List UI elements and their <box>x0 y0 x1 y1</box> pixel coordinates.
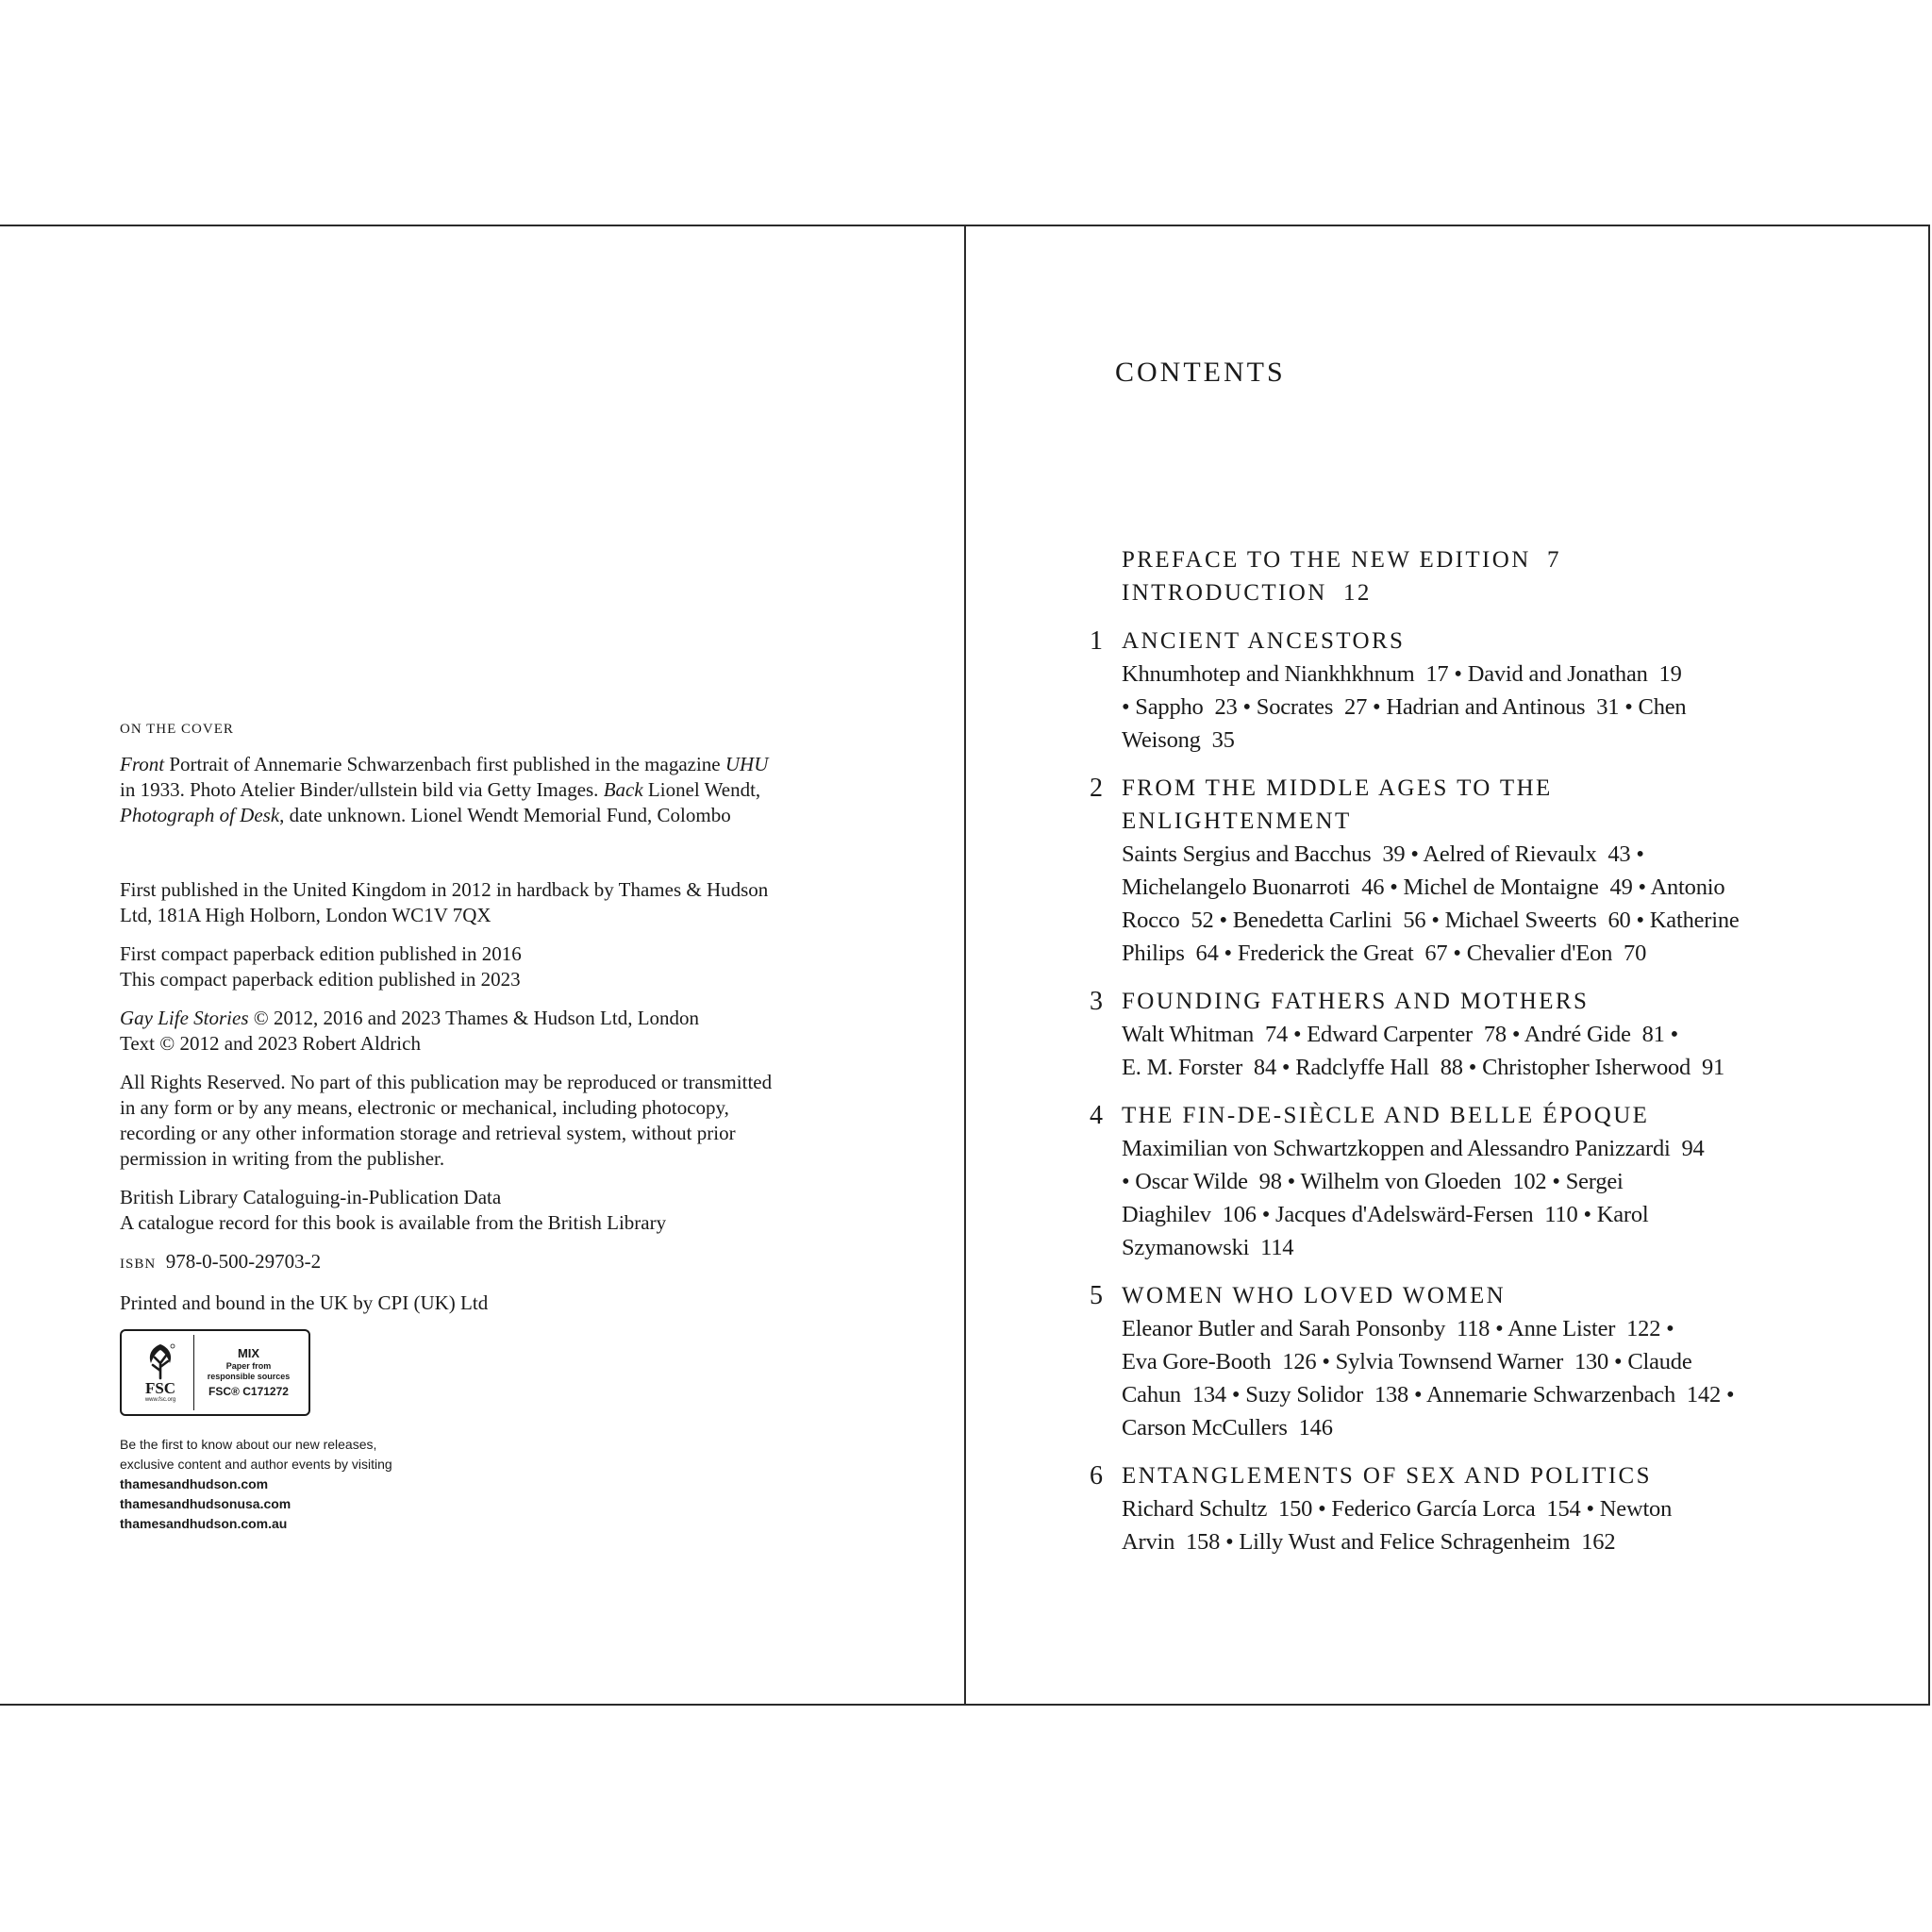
rights-statement: All Rights Reserved. No part of this publication may be reproduced or transmitted in any form or by any means, electronic or mechanical, including photocopy, recording or any other information storage and retrieval system, without prior permission in writing from the publisher. <box>120 1071 773 1170</box>
cover-credits <box>120 752 780 828</box>
entry-line: Walt Whitman 74 • Edward Carpenter 78 • André Gide 81 • <box>1122 1022 1679 1047</box>
cover-text-1: Portrait of Annemarie Schwarzenbach first published in the magazine <box>164 753 725 775</box>
imprint-page <box>120 717 780 1534</box>
entry-line: Cahun 134 • Suzy Solidor 138 • Annemarie Schwarzenbach 142 • <box>1122 1382 1735 1407</box>
fsc-paper-line-2: responsible sources <box>207 1372 291 1381</box>
chapter-number: 5 <box>1090 1281 1103 1310</box>
toc-chapter-5[interactable] <box>1090 1279 1825 1444</box>
chapter-entries <box>1122 658 1825 757</box>
fsc-code: FSC® C171272 <box>208 1385 289 1398</box>
entry-line: • Oscar Wilde 98 • Wilhelm von Gloeden 102 • Sergei <box>1122 1169 1624 1194</box>
cip-line-2: A catalogue record for this book is available from the British Library <box>120 1211 667 1234</box>
entry-line: Philips 64 • Frederick the Great 67 • Chevalier d'Eon 70 <box>1122 941 1647 966</box>
website-link-au[interactable]: thamesandhudson.com.au <box>120 1516 288 1531</box>
compact-edition-2: This compact paperback edition published in 2023 <box>120 968 521 991</box>
entry-line: Maximilian von Schwartzkoppen and Alessandro Panizzardi 94 <box>1122 1136 1705 1161</box>
promo-line-2: exclusive content and author events by visiting <box>120 1457 392 1472</box>
table-of-contents <box>1090 543 1825 1574</box>
entry-line: Szymanowski 114 <box>1122 1235 1294 1260</box>
fsc-paper-line-1: Paper from <box>225 1361 272 1371</box>
fsc-tree-icon <box>143 1342 177 1380</box>
entry-line: Eva Gore-Booth 126 • Sylvia Townsend Warner 130 • Claude <box>1122 1349 1692 1374</box>
fsc-info <box>194 1346 303 1399</box>
compact-edition-1: First compact paperback edition published in 2016 <box>120 942 522 965</box>
entry-line: E. M. Forster 84 • Radclyffe Hall 88 • Christopher Isherwood 91 <box>1122 1055 1725 1080</box>
cover-text-3: Lionel Wendt, <box>642 778 761 801</box>
cover-magazine: UHU <box>724 753 769 775</box>
chapter-entries <box>1122 1018 1825 1084</box>
toc-preface[interactable]: PREFACE TO THE NEW EDITION 7 <box>1122 547 1561 573</box>
chapter-entries <box>1122 1492 1825 1558</box>
toc-introduction[interactable]: INTRODUCTION 12 <box>1122 580 1372 606</box>
entry-line: Arvin 158 • Lilly Wust and Felice Schragenheim 162 <box>1122 1529 1616 1555</box>
compact-editions <box>120 941 780 992</box>
fsc-logo-text: FSC <box>144 1378 176 1397</box>
chapter-number: 4 <box>1090 1101 1103 1130</box>
entry-line: Saints Sergius and Bacchus 39 • Aelred of Rievaulx 43 • <box>1122 841 1644 867</box>
chapter-number: 6 <box>1090 1461 1103 1491</box>
cip-data <box>120 1185 780 1236</box>
toc-chapter-6[interactable] <box>1090 1459 1825 1558</box>
chapter-entries <box>1122 1312 1825 1444</box>
cover-text-4: , date unknown. Lionel Wendt Memorial Fund, Colombo <box>279 804 731 826</box>
entry-line: Richard Schultz 150 • Federico García Lorca 154 • Newton <box>1122 1496 1673 1522</box>
copyright-text: © 2012, 2016 and 2023 Thames & Hudson Ltd, London <box>248 1007 700 1029</box>
website-link-usa[interactable]: thamesandhudsonusa.com <box>120 1496 291 1511</box>
chapter-title: FROM THE MIDDLE AGES TO THE <box>1122 775 1553 801</box>
fsc-mix: MIX <box>237 1346 260 1360</box>
front-matter <box>1122 543 1825 609</box>
entry-line: Khnumhotep and Niankhkhnum 17 • David and Jonathan 19 <box>1122 661 1682 687</box>
website-link-uk[interactable]: thamesandhudson.com <box>120 1476 269 1491</box>
copyright <box>120 1006 780 1057</box>
entry-line: Carson McCullers 146 <box>1122 1415 1333 1441</box>
chapter-title-line-2: ENLIGHTENMENT <box>1122 808 1352 834</box>
isbn <box>120 1249 780 1277</box>
page-gutter <box>964 225 966 1706</box>
cip-line-1: British Library Cataloguing-in-Publication Data <box>120 1186 502 1208</box>
promo-line-1: Be the first to know about our new releases, <box>120 1437 377 1452</box>
toc-chapter-3[interactable] <box>1090 985 1825 1084</box>
cover-label: ON THE COVER <box>120 722 234 737</box>
printer <box>120 1291 780 1316</box>
chapter-entries <box>1122 838 1825 970</box>
cover-text-2: in 1933. Photo Atelier Binder/ullstein bild via Getty Images. <box>120 778 604 801</box>
chapter-number: 1 <box>1090 626 1103 656</box>
chapter-title: WOMEN WHO LOVED WOMEN <box>1122 1283 1507 1308</box>
promo-text <box>120 1435 780 1534</box>
entry-line: Diaghilev 106 • Jacques d'Adelswärd-Fersen 110 • Karol <box>1122 1202 1649 1227</box>
chapter-title: ANCIENT ANCESTORS <box>1122 628 1406 654</box>
entry-line: Michelangelo Buonarroti 46 • Michel de Montaigne 49 • Antonio <box>1122 874 1725 900</box>
cover-photo-title: Photograph of Desk <box>120 804 280 826</box>
chapter-title: ENTANGLEMENTS OF SEX AND POLITICS <box>1122 1463 1652 1489</box>
isbn-label: ISBN <box>120 1257 157 1272</box>
cover-front-label: Front <box>120 753 165 775</box>
entry-line: Rocco 52 • Benedetta Carlini 56 • Michael Sweerts 60 • Katherine <box>1122 908 1740 933</box>
chapter-entries <box>1122 1132 1825 1264</box>
contents-title: CONTENTS <box>1115 357 1286 388</box>
toc-chapter-4[interactable] <box>1090 1099 1825 1264</box>
chapter-title: FOUNDING FATHERS AND MOTHERS <box>1122 989 1590 1014</box>
toc-chapter-2[interactable] <box>1090 772 1825 970</box>
chapter-number: 3 <box>1090 987 1103 1016</box>
fsc-logo-url: www.fsc.org <box>144 1396 176 1403</box>
text-copyright: Text © 2012 and 2023 Robert Aldrich <box>120 1032 421 1055</box>
printed-by: Printed and bound in the UK by CPI (UK) Ltd <box>120 1291 489 1314</box>
chapter-number: 2 <box>1090 774 1103 803</box>
fsc-logo <box>127 1335 194 1410</box>
copyright-title: Gay Life Stories <box>120 1007 249 1029</box>
fsc-certification <box>120 1329 310 1416</box>
isbn-value: 978-0-500-29703-2 <box>165 1250 322 1273</box>
cover-back-label: Back <box>603 778 643 801</box>
entry-line: Eleanor Butler and Sarah Ponsonby 118 • Anne Lister 122 • <box>1122 1316 1674 1341</box>
entry-line: • Sappho 23 • Socrates 27 • Hadrian and Antinous 31 • Chen <box>1122 694 1687 720</box>
toc-chapter-1[interactable] <box>1090 625 1825 757</box>
first-published: First published in the United Kingdom in 2012 in hardback by Thames & Hudson Ltd, 181A High Holborn, London WC1V 7QX <box>120 878 769 926</box>
entry-line: Weisong 35 <box>1122 727 1235 753</box>
chapter-title: THE FIN-DE-SIÈCLE AND BELLE ÉPOQUE <box>1122 1103 1650 1128</box>
